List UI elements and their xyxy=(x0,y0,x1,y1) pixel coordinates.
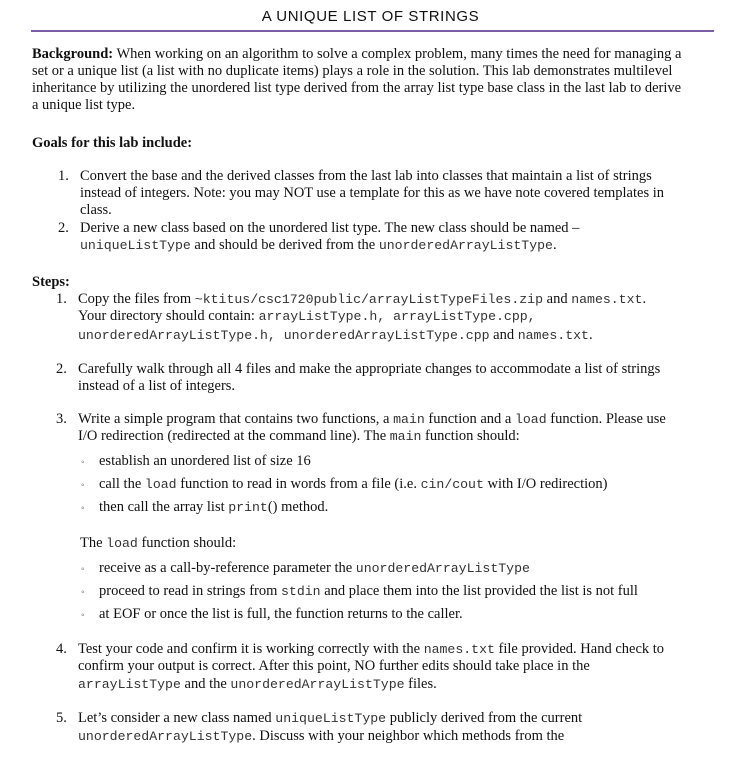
step-1-zip-path: ~ktitus/csc1720public/arrayListTypeFiles.zip xyxy=(194,292,544,307)
background-line-3: inheritance by utilizing the unordered list type derived from the array list type base class in the last lab to derive xyxy=(32,80,682,96)
step-1-end: . xyxy=(588,327,593,343)
step-3-text-4: I/O redirection (redirected at the command line). The xyxy=(78,428,390,444)
load-bullet-2-text-a: proceed to read in strings from xyxy=(99,583,282,599)
background-line-1 xyxy=(32,46,712,63)
step-4-text-a: Test your code and confirm it is working correctly with the xyxy=(78,641,424,657)
step-1-number: 1. xyxy=(56,291,67,307)
step-3-main-1: main xyxy=(393,412,425,427)
goal-1-line-3: class. xyxy=(80,202,112,218)
bullet-icon: ◦ xyxy=(81,564,85,575)
step-4-line-1 xyxy=(78,641,708,658)
goal-2-mid-text: and should be derived from the xyxy=(190,237,379,253)
step-1-text-1: Copy the files from xyxy=(78,291,195,307)
step-5-line-2 xyxy=(78,728,708,745)
step-5-text-a: Let’s consider a new class named xyxy=(78,710,276,726)
bullet-icon: ◦ xyxy=(81,610,85,621)
step-4-unord: unorderedArrayListType xyxy=(230,677,405,692)
step-1-line-1 xyxy=(78,291,708,308)
step-3-load-1: load xyxy=(514,412,547,427)
goal-1-line-1: Convert the base and the derived classes from the last lab into classes that maintain a list of strings xyxy=(80,168,652,184)
title-underline xyxy=(31,30,714,32)
load-bullet-2 xyxy=(99,583,699,600)
load-bullet-1-type: unorderedArrayListType xyxy=(355,561,530,576)
background-label: Background: xyxy=(32,46,114,62)
main-bullet-3-text-a: then call the array list xyxy=(99,499,229,515)
step-5-number: 5. xyxy=(56,710,67,726)
goal-2-base-name: unorderedArrayListType xyxy=(378,238,553,253)
step-3-number: 3. xyxy=(56,411,67,427)
step-3-line-1 xyxy=(78,411,708,428)
step-5-line-1 xyxy=(78,710,708,727)
background-line-4: a unique list type. xyxy=(32,97,136,113)
goal-1-line-2: instead of integers. Note: you may NOT use a template for this as we have note covered templates in xyxy=(80,185,664,201)
main-bullet-3-print: print xyxy=(228,500,268,515)
step-1-names-file-2: names.txt xyxy=(517,328,589,343)
page-title: A UNIQUE LIST OF STRINGS xyxy=(261,8,480,25)
step-3-text-2: function and a xyxy=(424,411,515,427)
step-2-line-1: Carefully walk through all 4 files and make the appropriate changes to accommodate a list of strings xyxy=(78,361,661,377)
step-1-line-3 xyxy=(78,327,708,344)
goal-2-line-2 xyxy=(80,237,710,254)
step-4-text-b: file provided. Hand check to xyxy=(494,641,665,657)
step-1-files-b: unorderedArrayListType.h, unorderedArrayListType.cpp xyxy=(78,328,490,343)
step-1-files-a: arrayListType.h, arrayListType.cpp, xyxy=(258,309,536,324)
step-4-and-the: and the xyxy=(180,676,231,692)
background-line-2: set or a unique list (a list with no duplicate items) plays a role in the solution. This lab demonstrates multilevel xyxy=(32,63,673,79)
step-4-files: files. xyxy=(404,676,437,692)
step-3-main-2: main xyxy=(389,429,422,444)
background-text-1: When working on an algorithm to solve a complex problem, many times the need for managing a xyxy=(116,46,682,62)
bullet-icon: ◦ xyxy=(81,480,85,491)
step-3-text-5: function should: xyxy=(421,428,520,444)
step-4-line-3 xyxy=(78,676,708,693)
main-bullet-3-text-b: () method. xyxy=(267,499,329,515)
goal-2-line-1: Derive a new class based on the unordered list type. The new class should be named – xyxy=(80,220,580,236)
load-bullet-2-stdin: stdin xyxy=(281,584,321,599)
load-intro-text-a: The xyxy=(80,535,107,551)
step-1-line-2 xyxy=(78,308,708,325)
step-2-line-2: instead of a list of integers. xyxy=(78,378,236,394)
step-1-and: and xyxy=(489,327,518,343)
step-1-directory-text: Your directory should contain: xyxy=(78,308,259,324)
goal-2-end: . xyxy=(552,237,557,253)
main-bullet-2 xyxy=(99,476,699,493)
goal-1-number: 1. xyxy=(58,168,69,184)
step-1-text-3: . xyxy=(642,291,647,307)
step-2-number: 2. xyxy=(56,361,67,377)
bullet-icon: ◦ xyxy=(81,503,85,514)
main-bullet-2-text-b: function to read in words from a file (i.e. xyxy=(176,476,421,492)
load-intro xyxy=(80,535,710,552)
step-1-text-2: and xyxy=(543,291,572,307)
step-3-text-3: function. Please use xyxy=(546,411,666,427)
goal-2-class-name: uniqueListType xyxy=(80,238,191,253)
step-5-text-c: . Discuss with your neighbor which methods from the xyxy=(252,728,565,744)
load-intro-load: load xyxy=(106,536,138,551)
step-4-arr: arrayListType xyxy=(78,677,181,692)
main-bullet-2-io: cin/cout xyxy=(420,477,484,492)
load-bullet-1 xyxy=(99,560,699,577)
step-5-unord: unorderedArrayListType xyxy=(78,729,253,744)
main-bullet-2-load: load xyxy=(144,477,177,492)
step-1-names-file: names.txt xyxy=(571,292,643,307)
load-bullet-1-text: receive as a call-by-reference parameter the xyxy=(99,560,356,576)
step-5-text-b: publicly derived from the current xyxy=(386,710,583,726)
bullet-icon: ◦ xyxy=(81,457,85,468)
step-3-text-1: Write a simple program that contains two functions, a xyxy=(78,411,394,427)
step-4-line-2: confirm your output is correct. After this point, NO further edits should take place in the xyxy=(78,658,590,674)
goals-heading: Goals for this lab include: xyxy=(32,135,193,151)
main-bullet-3 xyxy=(99,499,699,516)
load-intro-text-b: function should: xyxy=(137,535,237,551)
step-4-names: names.txt xyxy=(423,642,495,657)
load-bullet-3: at EOF or once the list is full, the function returns to the caller. xyxy=(99,606,463,622)
step-4-number: 4. xyxy=(56,641,67,657)
main-bullet-2-text-a: call the xyxy=(99,476,145,492)
step-3-line-2 xyxy=(78,428,708,445)
main-bullet-1: establish an unordered list of size 16 xyxy=(99,453,311,469)
bullet-icon: ◦ xyxy=(81,587,85,598)
main-bullet-2-text-c: with I/O redirection) xyxy=(483,476,608,492)
goal-2-number: 2. xyxy=(58,220,69,236)
step-5-uniq: uniqueListType xyxy=(275,711,387,726)
load-bullet-2-text-b: and place them into the list provided the list is not full xyxy=(320,583,638,599)
steps-heading: Steps: xyxy=(32,274,70,290)
